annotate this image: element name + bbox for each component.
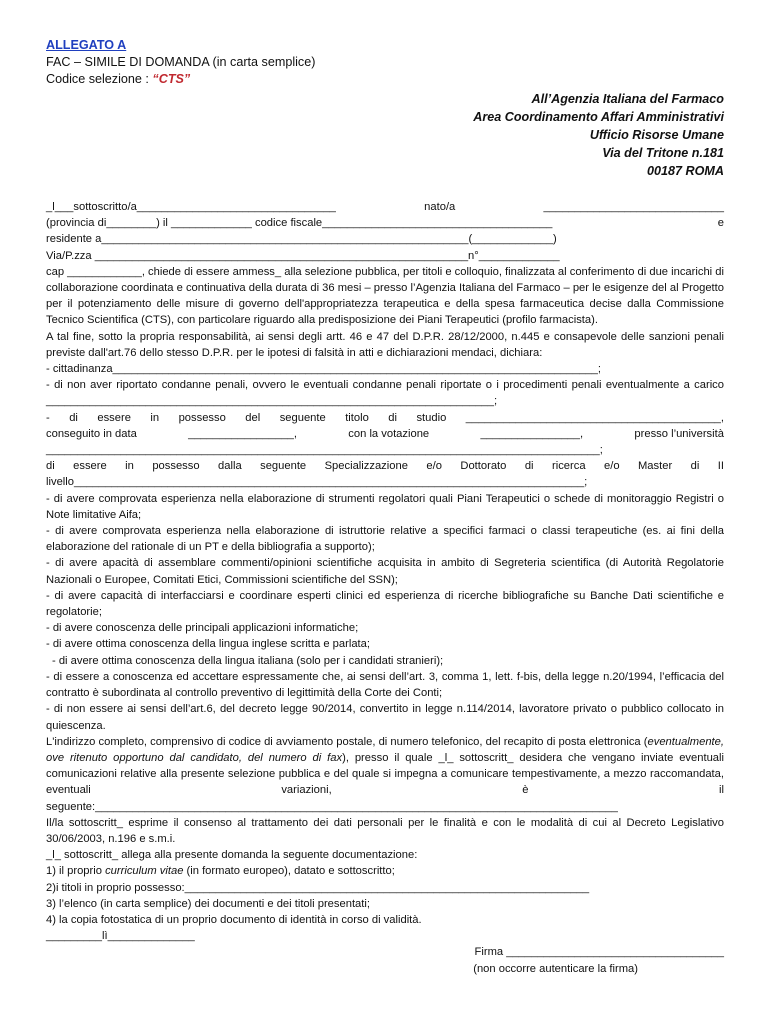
university-field[interactable]: _________________________________________________________________________________________;	[46, 444, 603, 457]
declaration-item: - di avere ottima conoscenza della lingua italiana (solo per i candidati stranieri);	[52, 654, 444, 667]
attachment-item[interactable]: 2)i titoli in proprio possesso:_________________________________________________________________	[46, 881, 590, 894]
document-page	[46, 37, 724, 977]
applicant-name-line	[46, 199, 724, 215]
declaration-item: - di avere comprovata esperienza nella elaborazione di strumenti regolatori quali Piani Terapeutici o schede di monitoraggio Registri o Note limitative Aifa;	[46, 492, 724, 521]
allegato-heading: ALLEGATO A	[46, 38, 127, 52]
attachments-intro: _l_ sottoscritt_ allega alla presente domanda la seguente documentazione:	[46, 849, 418, 862]
attachment-text-end: (in formato europeo), datato e sottoscritto;	[183, 865, 395, 878]
birth-info-line	[46, 215, 724, 231]
province-birthdate-fiscal-field[interactable]: (provincia di________) il _____________ codice fiscale_____________________________________	[46, 217, 553, 230]
address-line: Area Coordinamento Affari Amministrativi	[473, 110, 724, 124]
address-text-end[interactable]: ), presso il quale _l_ sottoscritt_ desidera che vengano inviate eventuali comunicazioni relative alla presente selezione pubblica e del quale si impegna a comunicare tempestivamente, a mezzo raccomandata, eventuali variazioni, è il seguente:____________________________________________________________________________________	[46, 751, 724, 813]
signature-note: (non occorre autenticare la firma)	[473, 962, 638, 975]
obtained-date-label: conseguito in data	[46, 427, 137, 440]
application-form	[46, 199, 724, 977]
address-line: Via del Tritone n.181	[602, 146, 724, 160]
address-paragraph	[46, 734, 724, 815]
selection-code-value: “CTS”	[152, 72, 191, 86]
grade-field[interactable]: ________________,	[480, 427, 584, 440]
consent-paragraph: Il/la sottoscritt_ esprime il consenso al trattamento dei dati personali per le finalità e con le modalità di cui al Decreto Legislativo 30/06/2003, n.196 e s.m.i.	[46, 816, 724, 845]
place-date-field[interactable]: _________lì______________	[46, 930, 195, 943]
address-italic-text: eventualmente, ove ritenuto opportuno dal candidato, del numero di fax	[46, 735, 724, 764]
document-header	[46, 37, 724, 88]
address-line: All’Agenzia Italiana del Farmaco	[531, 92, 724, 106]
declaration-item: - di avere apacità di assemblare commenti/opinioni scientifiche acquisita in ambito di Segreteria scientifica (di Autorità Regolatorie Nazionali o Europee, Comitati Etici, Commissioni scientifiche del SSN);	[46, 557, 724, 586]
declaration-item: - di avere conoscenza delle principali applicazioni informatiche;	[46, 622, 359, 635]
born-label: nato/a	[424, 201, 456, 213]
obtained-date-field[interactable]: _________________,	[188, 427, 297, 440]
specialization-line: di essere in possesso dalla seguente Specializzazione e/o Dottorato di ricerca e/o Master di II	[46, 460, 724, 473]
attachment-item: 4) la copia fotostatica di un proprio documento di identità in corso di validità.	[46, 913, 422, 926]
degree-line[interactable]: - di essere in possesso del seguente titolo di studio _________________________________________,	[46, 411, 724, 424]
selection-code-label: Codice selezione :	[46, 72, 153, 86]
declaration-paragraph: A tal fine, sotto la propria responsabilità, ai sensi degli artt. 46 e 47 del D.P.R. 28/12/2000, n.445 e consapevole delle sanzioni penali previste dall'art.76 dello stesso D.P.R. per le ipotesi di falsità in atti e dichiarazioni mendaci, dichiara:	[46, 330, 724, 359]
address-line: Ufficio Risorse Umane	[589, 128, 724, 142]
university-label: presso l’università	[634, 427, 724, 440]
name-field[interactable]: _l___sottoscritto/a________________________________	[46, 201, 336, 213]
signature-field[interactable]: Firma ___________________________________	[474, 946, 724, 959]
grade-label: con la votazione	[348, 427, 430, 440]
criminal-record-line[interactable]: - di non aver riportato condanne penali, ovvero le eventuali condanne penali riportate o i procedimenti penali eventualmente a carico ________________________________________________________________________;	[46, 379, 724, 408]
residence-line[interactable]: residente a___________________________________________________________(_____________)	[46, 233, 557, 246]
and-label: e	[717, 217, 724, 230]
attachment-text: 1) il proprio	[46, 865, 106, 878]
attachment-item	[46, 863, 724, 879]
selection-code	[46, 71, 724, 88]
declaration-item: - di non essere ai sensi dell’art.6, del decreto legge 90/2014, convertito in legge n.114/2014, lavoratore privato o pubblico collocato in quiescenza.	[46, 703, 724, 732]
street-line[interactable]: Via/P.zza ____________________________________________________________n°_____________	[46, 249, 560, 262]
attachment-item: 3) l’elenco (in carta semplice) dei documenti e dei titoli presentati;	[46, 897, 370, 910]
citizenship-line[interactable]: - cittadinanza______________________________________________________________________________;	[46, 363, 601, 376]
declaration-item: - di avere capacità di interfacciarsi e coordinare esperti clinici ed esperienza di ricerche bibliografiche su Banche Dati scientifiche e regolatorie;	[46, 589, 724, 619]
declaration-item: - di avere comprovata esperienza nella elaborazione di istruttorie relative a specifici farmaci o classi terapeutiche (es. ai fini della elaborazione del rationale di un PT e della bibliografia a supporto);	[46, 525, 724, 554]
declaration-item: - di avere ottima conoscenza della lingua inglese scritta e parlata;	[46, 638, 370, 651]
birthplace-field[interactable]: _____________________________	[543, 201, 724, 213]
recipient-address	[46, 90, 724, 180]
attachment-italic: curriculum vitae	[105, 865, 184, 878]
declaration-item: - di essere a conoscenza ed accettare espressamente che, ai sensi dell’art. 3, comma 1, lett. f-bis, della legge n.20/1994, l’efficacia del contratto è subordinata al controllo preventivo di legittimità della Corte dei Conti;	[46, 670, 724, 700]
degree-details-line	[46, 426, 724, 442]
address-line: 00187 ROMA	[647, 164, 724, 178]
address-text: L'indirizzo completo, comprensivo di codice di avviamento postale, di numero telefonico, del recapito di posta elettronica (	[46, 735, 648, 748]
request-paragraph: cap ____________, chiede di essere ammess_ alla selezione pubblica, per titoli e colloquio, finalizzata al conferimento di due incarichi di collaborazione coordinata e continuativa della durata di 36 mesi – presso l’Agenzia Italiana del Farmaco – per le esigenze del al Progetto per il potenziamento delle misure di governo dell'appropriatezza terapeutica e della spesa farmaceutica decise dalla Commissione Tecnico Scientifica (CTS), con particolare riguardo alla predisposizione dei Piani Terapeutici (profilo farmacista).	[46, 265, 724, 327]
form-title: FAC – SIMILE DI DOMANDA (in carta semplice)	[46, 55, 316, 69]
specialization-field[interactable]: livello__________________________________________________________________________________;	[46, 476, 588, 489]
